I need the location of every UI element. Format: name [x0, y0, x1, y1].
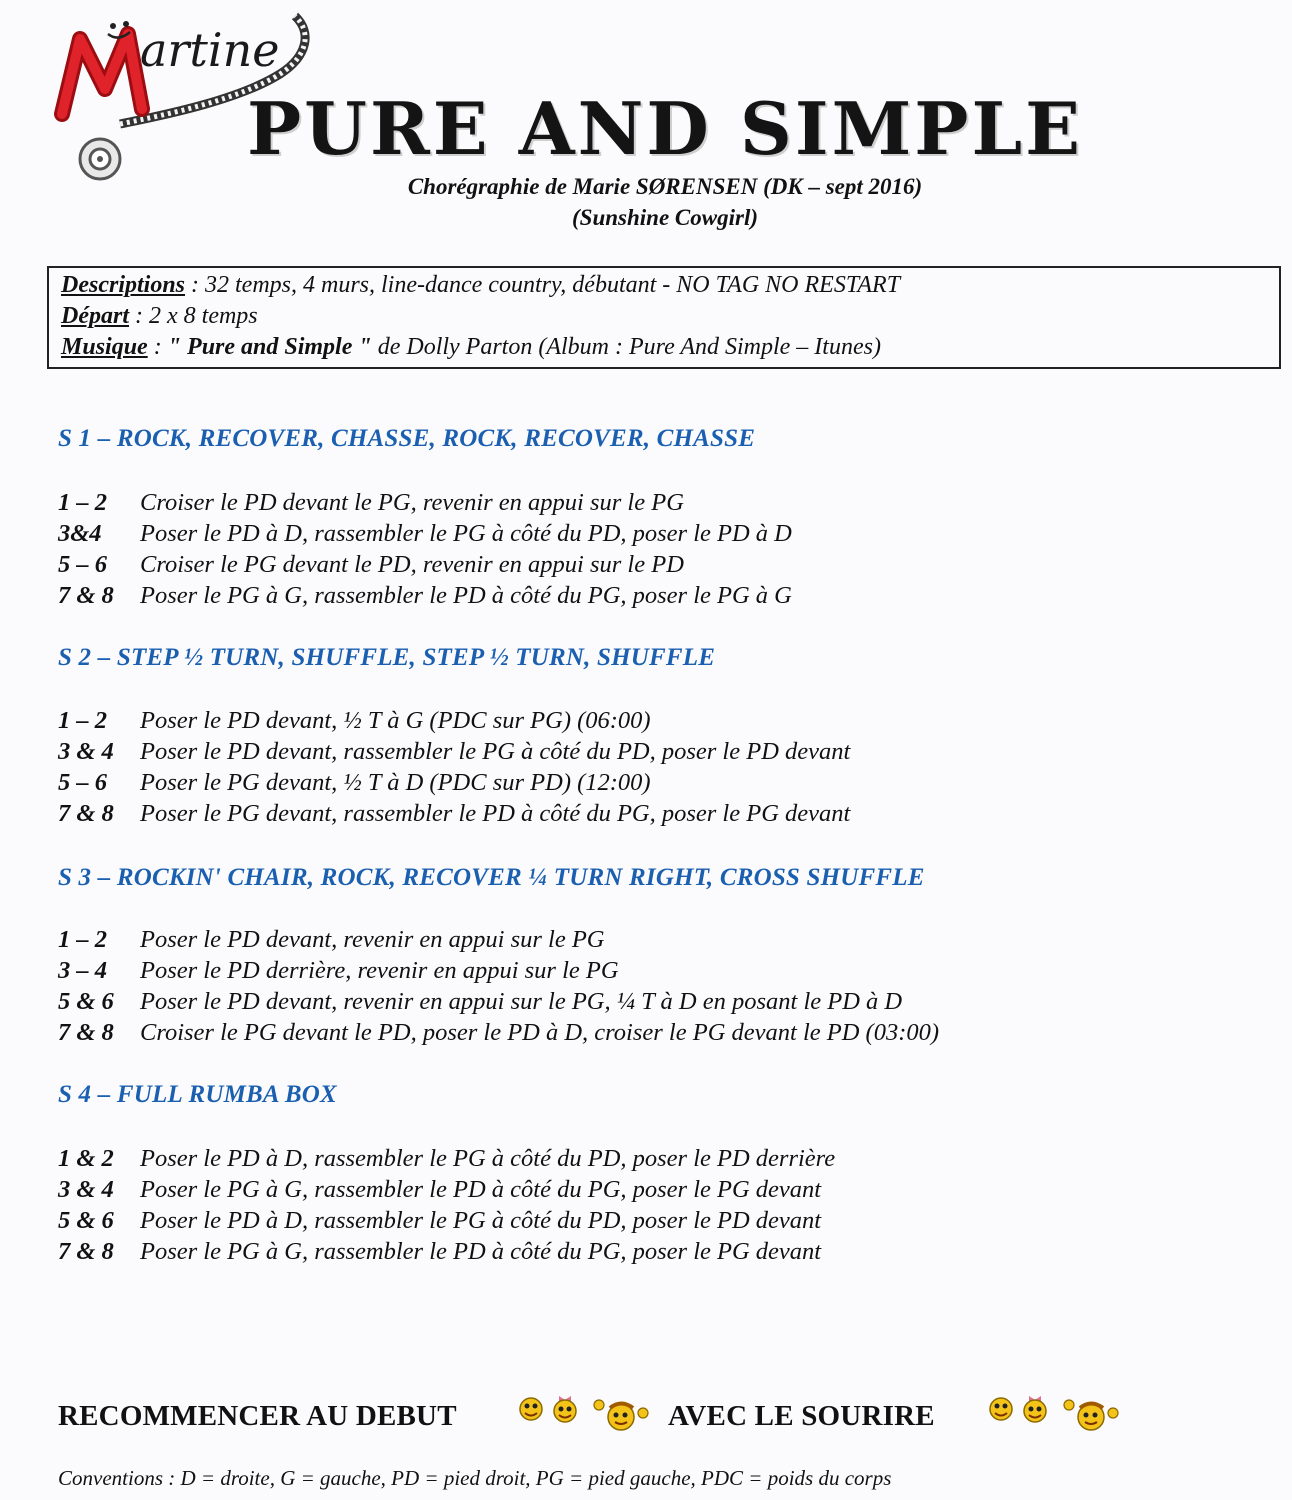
depart-label: Départ: [61, 303, 129, 329]
step-count: 3&4: [58, 520, 102, 547]
smiley-icon: [990, 1398, 1012, 1420]
smiley-girl-icon: [554, 1396, 576, 1422]
step-row: [58, 1205, 835, 1236]
depart-text: : 2 x 8 temps: [129, 303, 258, 329]
step-text: Poser le PD derrière, revenir en appui sur le PG: [140, 957, 619, 984]
document-title: PURE AND SIMPLE: [247, 86, 1083, 171]
step-row: [58, 736, 850, 767]
step-count: 5 – 6: [58, 769, 107, 796]
step-text: Poser le PG à G, rassembler le PD à côté du PG, poser le PG à G: [140, 582, 792, 609]
conventions-text: Conventions : D = droite, G = gauche, PD = pied droit, PG = pied gauche, PDC = poids du corps: [58, 1466, 892, 1490]
step-count: 7 & 8: [58, 582, 114, 609]
step-count: 3 & 4: [58, 1176, 114, 1203]
smiley-group-1: [515, 1391, 655, 1435]
step-count: 7 & 8: [58, 800, 114, 827]
section-steps-4: [58, 1143, 835, 1267]
step-text: Croiser le PG devant le PD, poser le PD à D, croiser le PG devant le PD (03:00): [140, 1019, 940, 1046]
step-count: 3 – 4: [58, 957, 107, 984]
step-count: 1 – 2: [58, 926, 107, 953]
step-count: 1 & 2: [58, 1145, 114, 1172]
step-row: [58, 1143, 835, 1174]
smiley-icon: [520, 1398, 542, 1420]
svg-text:artine: artine: [140, 23, 280, 77]
step-row: [58, 986, 939, 1017]
descriptions-row: [61, 270, 1279, 301]
step-row: [58, 487, 792, 518]
step-text: Poser le PD devant, ½ T à G (PDC sur PG) (06:00): [140, 707, 651, 734]
step-row: [58, 580, 792, 611]
step-row: [58, 518, 792, 549]
step-text: Poser le PD devant, revenir en appui sur le PG: [140, 926, 605, 953]
step-row: [58, 955, 939, 986]
step-text: Poser le PD à D, rassembler le PG à côté du PD, poser le PD derrière: [140, 1145, 836, 1172]
step-text: Poser le PD à D, rassembler le PG à côté du PD, poser le PD devant: [140, 1207, 822, 1234]
choreographer-alias: (Sunshine Cowgirl): [572, 205, 758, 230]
step-text: Poser le PD à D, rassembler le PG à côté du PD, poser le PD à D: [140, 520, 792, 547]
step-row: [58, 549, 792, 580]
section-title-4: S 4 – FULL RUMBA BOX: [58, 1081, 337, 1108]
choreographer-line: Chorégraphie de Marie SØRENSEN (DK – sept 2016): [407, 174, 923, 199]
step-count: 3 & 4: [58, 738, 114, 765]
musique-sep: :: [147, 334, 168, 360]
musique-title: " Pure and Simple ": [167, 334, 372, 360]
section-title-1: S 1 – ROCK, RECOVER, CHASSE, ROCK, RECOVER, CHASSE: [58, 425, 756, 452]
step-count: 5 & 6: [58, 988, 114, 1015]
step-count: 5 & 6: [58, 1207, 114, 1234]
waving-smiley-icon: [1064, 1400, 1118, 1430]
step-text: Poser le PD devant, rassembler le PG à côté du PD, poser le PD devant: [140, 738, 851, 765]
smile-text: AVEC LE SOURIRE: [668, 1400, 935, 1432]
step-row: [58, 1174, 835, 1205]
descriptions-label: Descriptions: [61, 272, 186, 298]
step-row: [58, 767, 850, 798]
info-box: [47, 266, 1281, 369]
step-text: Poser le PG devant, ½ T à D (PDC sur PD) (12:00): [140, 769, 651, 796]
step-count: 1 – 2: [58, 489, 107, 516]
musique-label: Musique: [61, 334, 148, 360]
step-text: Croiser le PD devant le PG, revenir en appui sur le PG: [140, 489, 684, 516]
step-text: Croiser le PG devant le PD, revenir en appui sur le PD: [140, 551, 684, 578]
step-count: 5 – 6: [58, 551, 107, 578]
step-row: [58, 1017, 939, 1048]
section-title-2: S 2 – STEP ½ TURN, SHUFFLE, STEP ½ TURN, SHUFFLE: [58, 644, 716, 671]
section-title-3: S 3 – ROCKIN' CHAIR, ROCK, RECOVER ¼ TURN RIGHT, CROSS SHUFFLE: [58, 864, 925, 891]
section-steps-1: [58, 487, 792, 611]
section-steps-3: [58, 924, 939, 1048]
musique-row: [61, 332, 1279, 363]
restart-text: RECOMMENCER AU DEBUT: [58, 1400, 457, 1432]
step-row: [58, 924, 939, 955]
step-text: Poser le PG à G, rassembler le PD à côté du PG, poser le PG devant: [140, 1238, 822, 1265]
step-row: [58, 705, 850, 736]
section-steps-2: [58, 705, 850, 829]
step-text: Poser le PD devant, revenir en appui sur le PG, ¼ T à D en posant le PD à D: [140, 988, 903, 1015]
step-row: [58, 1236, 835, 1267]
depart-row: [61, 301, 1279, 332]
step-text: Poser le PG devant, rassembler le PD à côté du PG, poser le PG devant: [140, 800, 851, 827]
step-row: [58, 798, 850, 829]
descriptions-text: : 32 temps, 4 murs, line-dance country, débutant - NO TAG NO RESTART: [185, 272, 901, 298]
step-count: 1 – 2: [58, 707, 107, 734]
waving-smiley-icon: [594, 1400, 648, 1430]
step-count: 7 & 8: [58, 1238, 114, 1265]
smiley-girl-icon: [1024, 1396, 1046, 1422]
musique-text: de Dolly Parton (Album : Pure And Simple – Itunes): [371, 334, 881, 360]
step-count: 7 & 8: [58, 1019, 114, 1046]
smiley-group-2: [985, 1391, 1125, 1435]
step-text: Poser le PG à G, rassembler le PD à côté du PG, poser le PG devant: [140, 1176, 822, 1203]
